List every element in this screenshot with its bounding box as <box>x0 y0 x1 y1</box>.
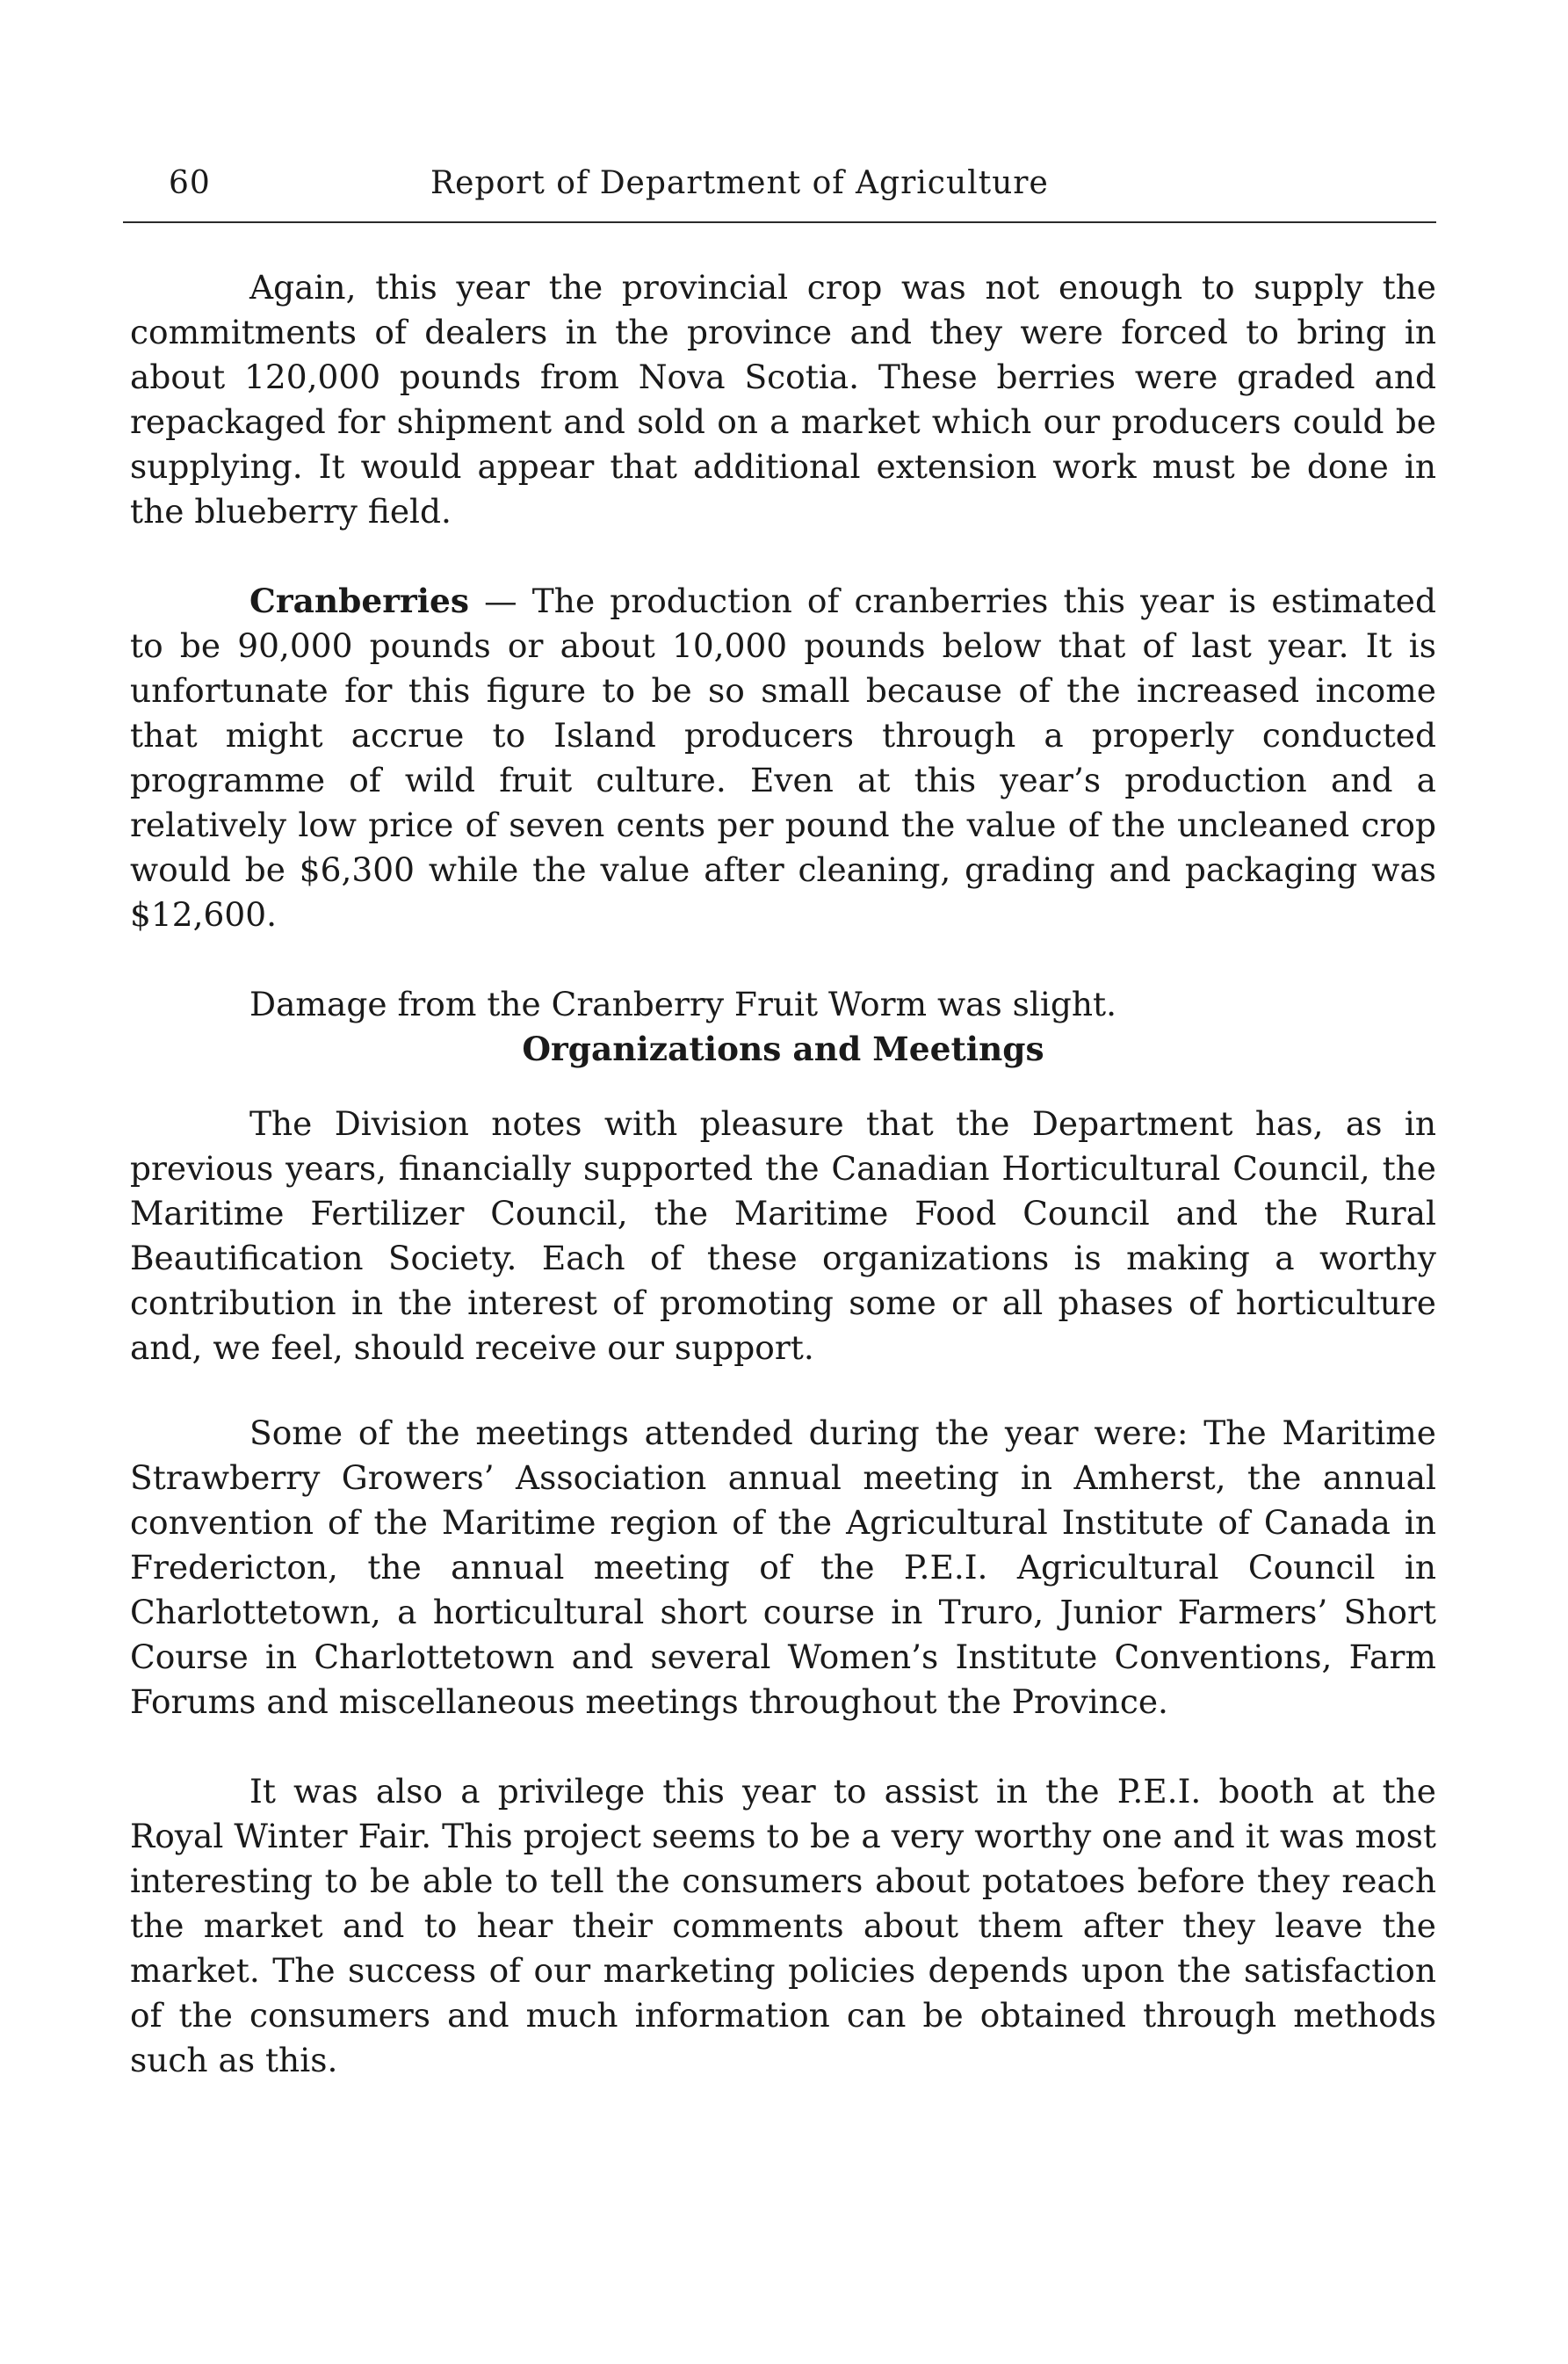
header-rule <box>123 221 1436 223</box>
section-heading-organizations: Organizations and Meetings <box>522 1030 1044 1068</box>
cranberries-text: The production of cranberries this year is estimated to be 90,000 pounds or about 10,000 pounds below that of last year. It is unfortunate for this figure to be so small because of the increased income that might accrue to Island producers through a properly conducted programme of wild fruit culture. Even at this year’s production and a relatively low price of seven cents per pound the value of the uncleaned crop would be $6,300 while the value after cleaning, grading and packaging was $12,600. <box>130 582 1437 934</box>
page-number: 60 <box>169 165 211 201</box>
paragraph-royal-winter-fair: It was also a privilege this year to assist in the P.E.I. booth at the Royal Winter Fair. This project seems to be a very worthy one and it was most interesting to be able to tell the consumers about potatoes before they reach the market and to hear their comments about them after they leave the market. The success of our marketing policies depends upon the satisfaction of the consumers and much information can be obtained through methods such as this. <box>130 1772 1436 2079</box>
body-text <box>130 265 1436 2083</box>
running-title: Report of Department of Agriculture <box>430 165 1049 201</box>
paragraph-division-support: The Division notes with pleasure that the Department has, as in previous years, financially supported the Canadian Horticultural Council, the Maritime Fertilizer Council, the Maritime Food Council and the Rural Beautification Society. Each of these organizations is making a worthy contribution in the interest of promoting some or all phases of horticulture and, we feel, should receive our support. <box>130 1104 1436 1367</box>
cranberries-dash: — <box>468 582 532 620</box>
cranberries-heading: Cranberries <box>249 582 469 620</box>
paragraph-meetings: Some of the meetings attended during the year were: The Maritime Strawberry Growers’ Association annual meeting in Amherst, the annual convention of the Maritime region of the Agricultural Institute of Canada in Fredericton, the annual meeting of the P.E.I. Agricultural Council in Charlottetown, a horticultural short course in Truro, Junior Farmers’ Short Course in Charlottetown and several Women’s Institute Conventions, Farm Forums and miscellaneous meetings throughout the Province. <box>130 1413 1436 1721</box>
paragraph-fruit-worm: Damage from the Cranberry Fruit Worm was slight. <box>249 985 1116 1023</box>
paragraph-cranberries <box>130 579 1436 937</box>
paragraph-blueberry: Again, this year the provincial crop was not enough to supply the commitments of dealers in the province and they were forced to bring in about 120,000 pounds from Nova Scotia. These berries were graded and repackaged for shipment and sold on a market which our producers could be supplying. It would appear that additional extension work must be done in the blueberry field. <box>130 268 1436 531</box>
page-header <box>123 165 1436 218</box>
